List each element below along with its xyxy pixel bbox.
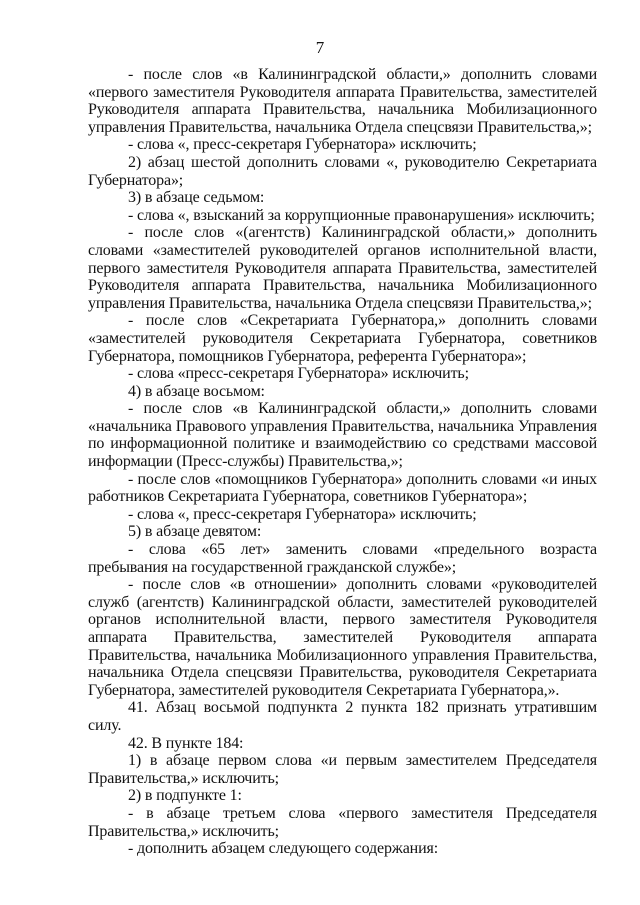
paragraph: - после слов «в отношении» дополнить словами «руководителей служб (агентств) Калининградской области, заместителей руководителей органов исполнительной власти, первого заместителя Руководителя аппарата Правительства, заместителей Руководителя аппарата Правительства, начальника Мобилизационного управления Правительства, начальника Отдела спецсвязи Правительства, руководителя Секретариата Губернатора, заместителей руководителя Секретариата Губернатора,».: [88, 576, 597, 699]
paragraph: - слова «пресс-секретаря Губернатора» исключить;: [128, 365, 469, 383]
paragraph: - после слов «(агентств) Калининградской области,» дополнить словами «заместителей руководителей органов исполнительной власти, первого заместителя Руководителя аппарата Правительства, заместителей Руководителя аппарата Правительства, начальника Мобилизационного управления Правительства, начальника Отдела спецсвязи Правительства,»;: [88, 224, 597, 312]
paragraph: 42. В пункте 184:: [128, 734, 244, 752]
paragraph: - слова «, взысканий за коррупционные правонарушения» исключить;: [128, 206, 595, 224]
document-body: [88, 66, 597, 858]
paragraph: - после слов «помощников Губернатора» дополнить словами «и иных работников Секретариата Губернатора, советников Губернатора»;: [88, 470, 597, 506]
paragraph: 5) в абзаце девятом:: [128, 523, 262, 541]
page-number: 7: [315, 38, 325, 57]
paragraph: 3) в абзаце седьмом:: [128, 189, 265, 207]
paragraph: - после слов «в Калининградской области,» дополнить словами «начальника Правового управления Правительства, начальника Управления по информационной политике и взаимодействию со средствами массовой информации (Пресс-службы) Правительства,»;: [88, 400, 597, 471]
paragraph: - слова «, пресс-секретаря Губернатора» исключить;: [128, 505, 477, 523]
paragraph: - слова «65 лет» заменить словами «предельного возраста пребывания на государственной гражданской службе»;: [88, 541, 597, 576]
paragraph: - в абзаце третьем слова «первого заместителя Председателя Правительства,» исключить;: [88, 804, 597, 840]
paragraph: 2) в подпункте 1:: [128, 787, 242, 805]
paragraph: - после слов «в Калининградской области,» дополнить словами «первого заместителя Руководителя аппарата Правительства, заместителей Руководителя аппарата Правительства, начальника Мобилизационного управления Правительства, начальника Отдела спецсвязи Правительства,»;: [88, 66, 597, 136]
paragraph: - дополнить абзацем следующего содержания:: [128, 840, 438, 858]
paragraph: 2) абзац шестой дополнить словами «, руководителю Секретариата Губернатора»;: [88, 153, 597, 189]
paragraph: - после слов «Секретариата Губернатора,» дополнить словами «заместителей руководителя Секретариата Губернатора, советников Губернатора, помощников Губернатора, референта Губернатора»;: [88, 312, 597, 365]
paragraph: 4) в абзаце восьмом:: [128, 382, 265, 400]
paragraph: 41. Абзац восьмой подпункта 2 пункта 182 признать утратившим силу.: [88, 699, 597, 734]
paragraph: 1) в абзаце первом слова «и первым заместителем Председателя Правительства,» исключить;: [88, 752, 597, 787]
paragraph: - слова «, пресс-секретаря Губернатора» исключить;: [128, 136, 477, 154]
